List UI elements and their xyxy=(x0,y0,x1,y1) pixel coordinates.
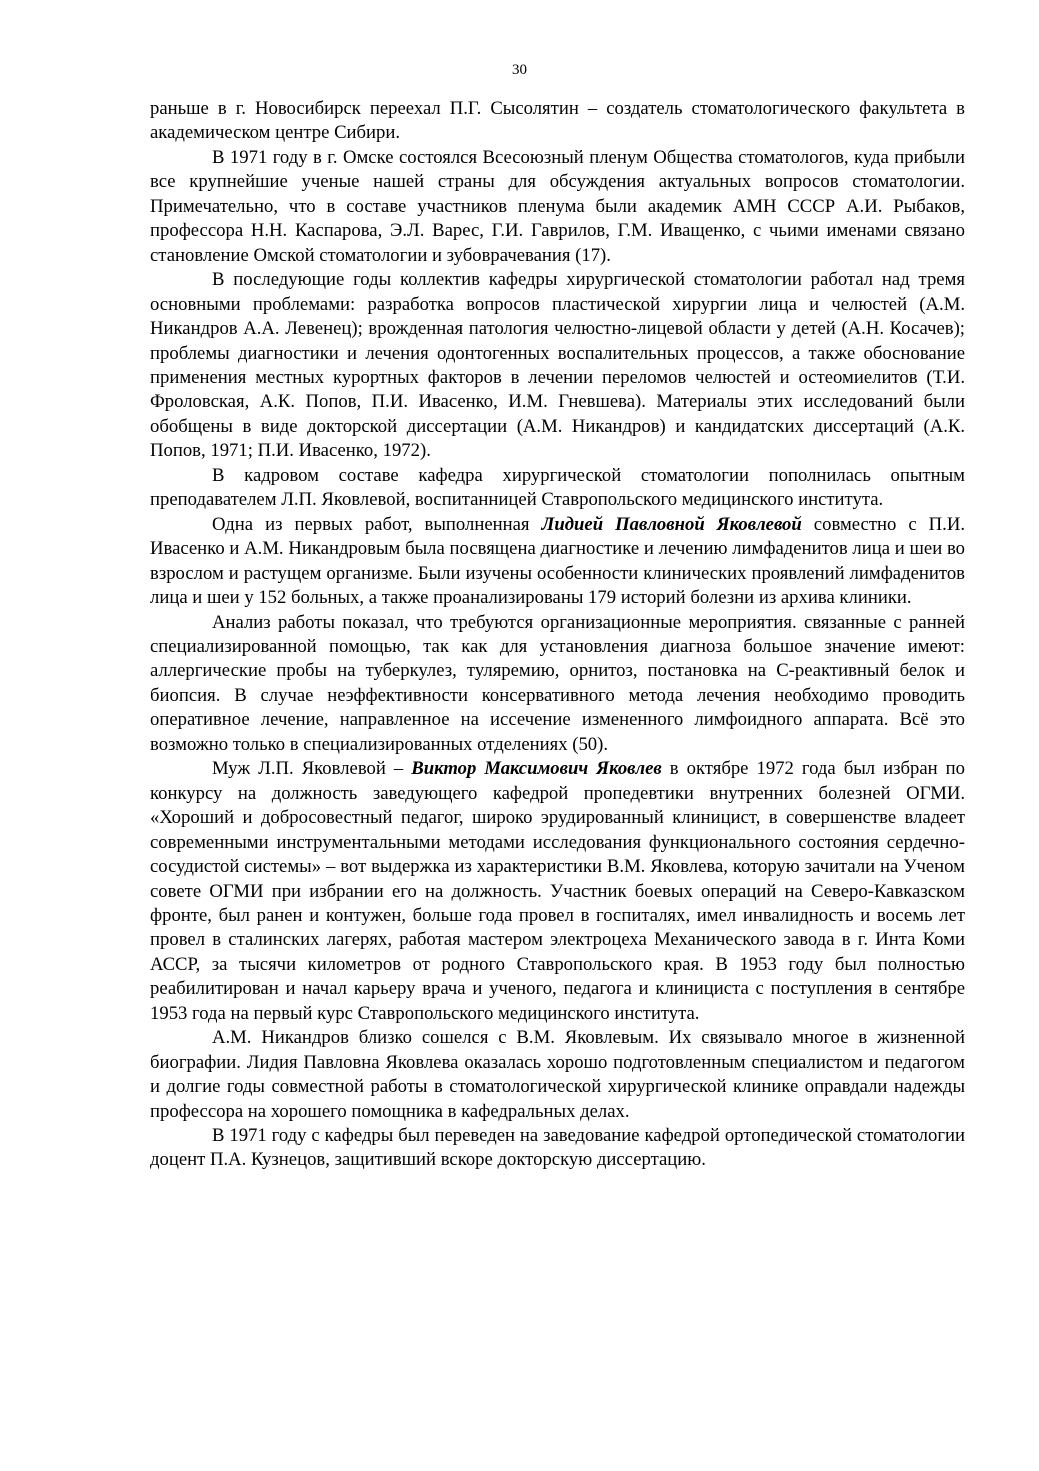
paragraph xyxy=(150,757,965,1026)
paragraph-text: В кадровом составе кафедра хирургической стоматологии пополнилась опытным преподавателем Л.П. Яковлевой, воспитанницей Ставропольского медицинского института. xyxy=(150,464,965,511)
page-number: 30 xyxy=(512,62,527,78)
emphasized-name: Лидией Павловной Яковлевой xyxy=(541,513,802,535)
paragraph xyxy=(150,146,965,268)
paragraph xyxy=(150,611,965,758)
paragraph-text: Муж Л.П. Яковлевой – xyxy=(212,758,412,780)
paragraph-text: Анализ работы показал, что требуются организационные мероприятия. связанные с ранней специализированной помощью, так как для установления диагноза большое значение имеют: аллергические пробы на туберкулез, туляремию, орнитоз, постановка на С-реактивный белок и биопсия. В случае неэффективности консервативного метода лечения необходимо проводить оперативное лечение, направленное на иссечение измененного лимфоидного аппарата. Всё это возможно только в специализированных отделениях (50). xyxy=(150,611,965,755)
paragraph-text: Одна из первых работ, выполненная xyxy=(212,513,542,535)
paragraph xyxy=(150,1026,965,1124)
paragraph-text: раньше в г. Новосибирск переехал П.Г. Сысолятин – создатель стоматологического факультета в академическом центре Сибири. xyxy=(150,98,965,144)
paragraph-text: В последующие годы коллектив кафедры хирургической стоматологии работал над тремя основными проблемами: разработка вопросов пластической хирургии лица и челюстей (А.М. Никандров А.А. Левенец); врожденная патология челюстно-лицевой области у детей (А.Н. Косачев); проблемы диагностики и лечения одонтогенных воспалительных процессов, а также обоснование применения местных курортных факторов в лечении переломов челюстей и остеомиелитов (Т.И. Фроловская, А.К. Попов, П.И. Ивасенко, И.М. Гневшева). Материалы этих исследований были обобщены в виде докторской диссертации (А.М. Никандров) и кандидатских диссертаций (А.К. Попов, 1971; П.И. Ивасенко, 1972). xyxy=(150,269,965,462)
emphasized-name: Виктор Максимович Яковлев xyxy=(411,758,662,780)
paragraph-text: В 1971 году с кафедры был переведен на заведование кафедрой ортопедической стоматологии доцент П.А. Кузнецов, защитивший вскоре докторскую диссертацию. xyxy=(150,1125,965,1171)
paragraph xyxy=(150,1124,965,1173)
paragraph xyxy=(150,464,965,513)
paragraph xyxy=(150,97,965,146)
document-body xyxy=(150,97,965,1173)
paragraph-text: А.М. Никандров близко сошелся с В.М. Яковлевым. Их связывало многое в жизненной биографии. Лидия Павловна Яковлева оказалась хорошо подготовленным специалистом и педагогом и долгие годы совместной работы в стоматологической хирургической клинике оправдали надежды профессора на хорошего помощника в кафедральных делах. xyxy=(150,1027,965,1122)
paragraph-text: совместно с П.И. Ивасенко и А.М. Никандровым была посвящена диагностике и лечению лимфаденитов лица и шеи во взрослом и растущем организме. Были изучены особенности клинических проявлений лимфаденитов лица и шеи у 152 больных, а также проанализированы 179 историй болезни из архива клиники. xyxy=(150,513,965,609)
paragraph-text: в октябре 1972 года был избран по конкурсу на должность заведующего кафедрой пропедевтики внутренних болезней ОГМИ. «Хороший и добросовестный педагог, широко эрудированный клиницист, в совершенстве владеет современными инструментальными методами исследования функционального состояния сердечно-сосудистой системы» – вот выдержка из характеристики В.М. Яковлева, которую зачитали на Ученом совете ОГМИ при избрании его на должность. Участник боевых операций на Северо-Кавказском фронте, был ранен и контужен, больше года провел в госпиталях, имел инвалидность и восемь лет провел в сталинских лагерях, работая мастером электроцеха Механического завода в г. Инта Коми АССР, за тысячи километров от родного Ставропольского края. В 1953 году был полностью реабилитирован и начал карьеру врача и ученого, педагога и клинициста с поступления в сентябре 1953 года на первый курс Ставропольского медицинского института. xyxy=(150,758,965,1024)
paragraph xyxy=(150,268,965,464)
paragraph xyxy=(150,513,965,611)
paragraph-text: В 1971 году в г. Омске состоялся Всесоюзный пленум Общества стоматологов, куда прибыли все крупнейшие ученые нашей страны для обсуждения актуальных вопросов стоматологии. Примечательно, что в составе участников пленума были академик АМН СССР А.И. Рыбаков, профессора Н.Н. Каспарова, Э.Л. Варес, Г.И. Гаврилов, Г.М. Иващенко, с чьими именами связано становление Омской стоматологии и зубоврачевания (17). xyxy=(150,146,965,266)
